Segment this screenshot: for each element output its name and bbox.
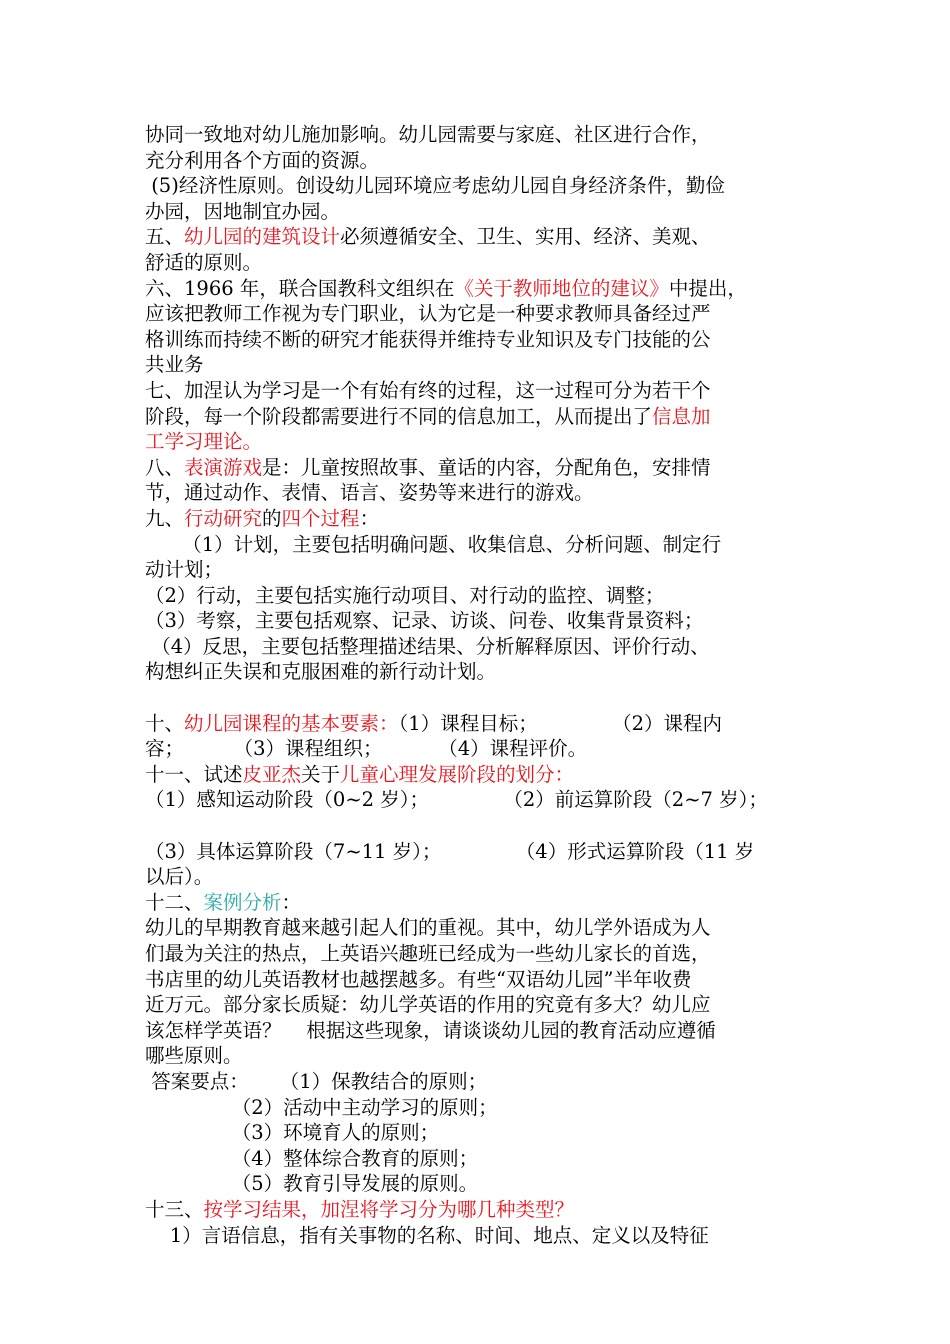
text-line — [145, 301, 815, 327]
text-run: 容； （3）课程组织； （4）课程评价。 — [145, 737, 588, 761]
text-line — [145, 557, 815, 583]
text-line — [145, 915, 815, 941]
text-line — [145, 1043, 815, 1069]
text-run: 舒适的原则。 — [145, 250, 263, 274]
text-run: （4）反思，主要包括整理描述结果、分析解释原因、评价行动、 — [145, 634, 710, 658]
text-line — [145, 1018, 815, 1044]
highlighted-text: 案例分析 — [203, 890, 282, 914]
text-run: （3）考察，主要包括观察、记录、访谈、问卷、收集背景资料； — [145, 609, 704, 633]
document-body — [145, 122, 815, 1248]
text-run: 构想纠正失误和克服困难的新行动计划。 — [145, 660, 497, 684]
highlighted-text: 《关于教师地位的建议》 — [454, 276, 669, 300]
text-line — [145, 864, 815, 890]
highlighted-text: 工学习理论。 — [145, 430, 263, 454]
text-line — [145, 327, 815, 353]
text-line — [145, 429, 815, 455]
text-run: 1）言语信息，指有关事物的名称、时间、地点、定义以及特征 — [145, 1223, 709, 1247]
text-line — [145, 967, 815, 993]
text-run: 七、加涅认为学习是一个有始有终的过程，这一过程可分为若干个 — [145, 378, 711, 402]
text-line — [145, 992, 815, 1018]
text-line — [145, 506, 815, 532]
text-line — [145, 1146, 815, 1172]
text-line — [145, 378, 815, 404]
text-run: 们最为关注的热点，上英语兴趣班已经成为一些幼儿家长的首选， — [145, 942, 711, 965]
text-run: 书店里的幼儿英语教材也越摆越多。有些“双语幼儿园”半年收费 — [145, 967, 692, 991]
highlighted-text: 幼儿园课程的基本要素： — [184, 711, 399, 735]
text-line — [145, 224, 815, 250]
text-run: 八、 — [145, 455, 185, 479]
text-run: （4）整体综合教育的原则； — [145, 1146, 479, 1170]
text-run: 幼儿的早期教育越来越引起人们的重视。其中，幼儿学外语成为人 — [145, 916, 711, 940]
text-line — [145, 148, 815, 174]
text-run: 五、 — [145, 225, 185, 249]
text-line — [145, 762, 815, 788]
text-run: ： — [359, 506, 380, 530]
text-run: 应该把教师工作视为专门职业，认为它是一种要求教师具备经过严 — [145, 302, 711, 326]
text-line — [145, 455, 815, 481]
text-run: 中提出， — [668, 276, 747, 300]
text-line — [145, 711, 815, 737]
text-line — [145, 787, 815, 813]
text-run: 关于 — [301, 762, 341, 786]
text-line — [145, 532, 815, 558]
text-line — [145, 634, 815, 660]
text-run: 以后）。 — [145, 865, 214, 889]
text-run: 六、1966 年，联合国教科文组织在 — [145, 276, 455, 300]
text-run: ： — [281, 890, 302, 914]
text-run: 的 — [262, 506, 282, 530]
text-line — [145, 1069, 815, 1095]
text-line — [145, 608, 815, 634]
text-run: 共业务 — [145, 353, 204, 377]
text-line — [145, 1197, 815, 1223]
text-line — [145, 404, 815, 430]
text-run: 动计划； — [145, 558, 224, 582]
text-run: （3）环境育人的原则； — [145, 1121, 440, 1145]
text-line — [145, 199, 815, 225]
text-line — [145, 276, 815, 302]
text-run: （1）计划，主要包括明确问题、收集信息、分析问题、制定行 — [145, 532, 722, 556]
text-run: 必须遵循安全、卫生、实用、经济、美观、 — [340, 225, 711, 249]
highlighted-text: 按学习结果，加涅将学习分为哪几种类型？ — [203, 1197, 575, 1221]
highlighted-text: 儿童心理发展阶段的划分： — [340, 762, 575, 786]
text-run: 节，通过动作、表情、语言、姿势等来进行的游戏。 — [145, 481, 594, 505]
text-run: 充分利用各个方面的资源。 — [145, 148, 380, 172]
text-line — [145, 1171, 815, 1197]
text-line — [145, 890, 815, 916]
text-run: （3）具体运算阶段（7~11 岁）； （4）形式运算阶段（11 岁 — [145, 839, 755, 863]
text-line — [145, 480, 815, 506]
highlighted-text: 皮亚杰 — [242, 762, 302, 786]
highlighted-text: 行动研究 — [184, 506, 263, 530]
text-run: (5)经济性原则。创设幼儿园环境应考虑幼儿园自身经济条件，勤俭 — [145, 174, 725, 198]
text-line — [145, 1120, 815, 1146]
text-run: （2）活动中主动学习的原则； — [145, 1095, 498, 1119]
text-run: 阶段，每一个阶段都需要进行不同的信息加工，从而提出了 — [145, 404, 653, 428]
highlighted-text: 四个过程 — [281, 506, 360, 530]
text-line — [145, 122, 815, 148]
text-run: 办园，因地制宜办园。 — [145, 199, 341, 223]
highlighted-text: 表演游戏 — [184, 455, 263, 479]
text-run: 协同一致地对幼儿施加影响。幼儿园需要与家庭、社区进行合作， — [145, 123, 711, 146]
blank-line — [145, 685, 815, 711]
text-line — [145, 250, 815, 276]
text-run: （5）教育引导发展的原则。 — [145, 1172, 479, 1196]
text-run: 十二、 — [145, 890, 204, 914]
text-line — [145, 736, 815, 762]
text-run: 该怎样学英语？ 根据这些现象，请谈谈幼儿园的教育活动应遵循 — [145, 1018, 716, 1042]
text-run: （1）课程目标； （2）课程内 — [398, 711, 722, 735]
text-run: 十三、 — [145, 1197, 204, 1221]
text-run: 九、 — [145, 506, 185, 530]
text-run: 哪些原则。 — [145, 1044, 243, 1068]
text-line — [145, 941, 815, 967]
text-line — [145, 352, 815, 378]
text-run: 是：儿童按照故事、童话的内容，分配角色，安排情 — [262, 455, 711, 479]
text-run: 近万元。部分家长质疑：幼儿学英语的作用的究竟有多大？幼儿应 — [145, 993, 711, 1017]
blank-line — [145, 813, 815, 839]
text-line — [145, 1223, 815, 1249]
text-run: 格训练而持续不断的研究才能获得并维持专业知识及专门技能的公 — [145, 327, 711, 351]
text-run: （1）感知运动阶段（0~2 岁）； （2）前运算阶段（2~7 岁）； — [145, 788, 768, 812]
text-line — [145, 839, 815, 865]
text-run: 十一、试述 — [145, 762, 243, 786]
text-line — [145, 173, 815, 199]
text-run: （2）行动，主要包括实施行动项目、对行动的监控、调整； — [145, 583, 665, 607]
text-run: 十、 — [145, 711, 185, 735]
text-line — [145, 659, 815, 685]
highlighted-text: 幼儿园的建筑设计 — [184, 225, 341, 249]
text-line — [145, 1095, 815, 1121]
highlighted-text: 信息加 — [652, 404, 711, 428]
text-run: 答案要点： （1）保教结合的原则； — [145, 1069, 488, 1093]
text-line — [145, 583, 815, 609]
